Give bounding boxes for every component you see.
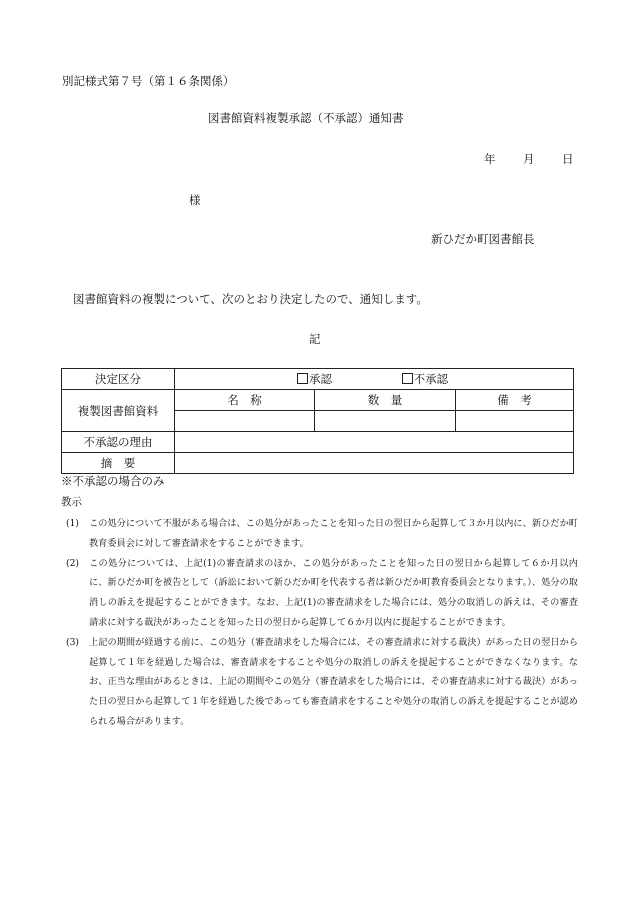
approve-checkbox[interactable] [297, 373, 308, 384]
notice-list [66, 514, 578, 732]
notice-item-number: (3) [66, 636, 80, 648]
decision-table [61, 368, 574, 474]
summary-label: 摘 要 [62, 453, 175, 474]
approve-label: 承認 [309, 372, 332, 386]
material-name-cell[interactable] [175, 411, 315, 432]
notice-item-number: (1) [66, 518, 80, 529]
disapprove-option[interactable] [402, 372, 449, 386]
reason-row [62, 432, 574, 453]
disapprove-checkbox[interactable] [402, 373, 413, 384]
summary-cell[interactable] [175, 453, 574, 474]
document-title: 図書館資料複製承認（不承認）通知書 [208, 111, 404, 125]
date-day: 日 [562, 152, 574, 166]
notice-item [66, 554, 578, 633]
disapprove-label: 不承認 [413, 372, 449, 386]
summary-row [62, 453, 574, 474]
notice-item-text: この処分については、上記(1)の審査請求のほか、この処分があったことを知った日の翌日から起算して６か月以内に、新ひだか町を被告として（訴訟において新ひだか町を代表する者は新ひだか町教育委員会となります。）、処分の取消しの訴えを提起することができます。なお、上記(1)の審査請求をした場合には、処分の取消しの訴えは、その審査請求に対する裁決があったことを知った日の翌日から起算して６か月以内に提起することができます。 [89, 557, 578, 628]
date-year: 年 [484, 152, 496, 166]
col-remarks-header: 備 考 [456, 390, 574, 411]
form-number: 別記様式第７号（第１６条関係） [62, 74, 235, 88]
col-name-header: 名 称 [175, 390, 315, 411]
footnote: ※不承認の場合のみ [61, 474, 165, 488]
notice-item [66, 514, 578, 554]
material-remarks-cell[interactable] [456, 411, 574, 432]
notice-item-number: (2) [66, 557, 80, 569]
sender-name: 新ひだか町図書館長 [431, 232, 535, 246]
col-quantity-header: 数 量 [315, 390, 456, 411]
notice-item-text: この処分について不服がある場合は、この処分があったことを知った日の翌日から起算して３か月以内に、新ひだか町教育委員会に対して審査請求をすることができます。 [89, 518, 578, 549]
material-quantity-cell[interactable] [315, 411, 456, 432]
body-text: 図書館資料の複製について、次のとおり決定したので、通知します。 [73, 292, 428, 306]
decision-options [175, 369, 574, 390]
approve-option[interactable] [297, 372, 336, 386]
notice-item [66, 633, 578, 732]
material-label: 複製図書館資料 [62, 390, 175, 432]
notice-item-text: 上記の期間が経過する前に、この処分（審査請求をした場合には、その審査請求に対する裁決）があった日の翌日から起算して１年を経過した場合は、審査請求をすることや処分の取消しの訴えを提起することができなくなります。なお、正当な理由があるときは、上記の期間やこの処分（審査請求をした場合には、その審査請求に対する裁決）があった日の翌日から起算して１年を経過した後であっても審査請求をすることや処分の取消しの訴えを提起することが認められる場合があります。 [89, 636, 578, 727]
reason-label: 不承認の理由 [62, 432, 175, 453]
ki-heading: 記 [309, 332, 321, 346]
material-header-row [62, 390, 574, 411]
reason-cell[interactable] [175, 432, 574, 453]
decision-label: 決定区分 [62, 369, 175, 390]
addressee-suffix: 様 [189, 193, 201, 207]
date-month: 月 [523, 152, 535, 166]
decision-row [62, 369, 574, 390]
notice-heading: 教示 [61, 496, 82, 508]
